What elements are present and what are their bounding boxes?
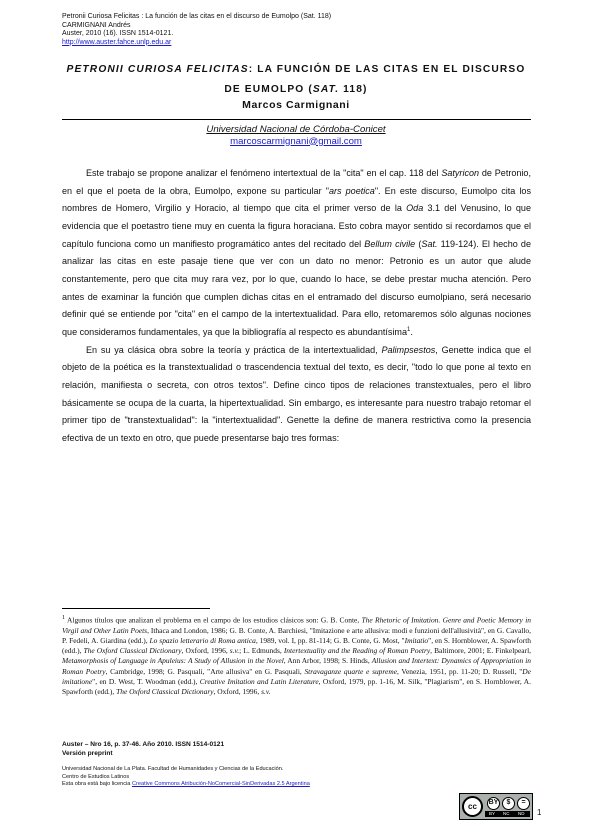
title-part-end: 118) — [339, 84, 368, 95]
paragraph-2 — [62, 342, 531, 448]
text-italic: Allusion and Intertext: Dynamics of Appropriation in Roman Poetry — [62, 656, 531, 676]
article-title — [62, 60, 530, 100]
text-run: de Petronio, en el que el poeta de la obra, Eumolpo, expone su particular " — [62, 168, 531, 196]
text-italic: Creative Imitation and Latin Literature — [199, 676, 319, 686]
license-prefix: Esta obra está bajo licencia — [62, 781, 132, 788]
institution-line-1: Universidad Nacional de La Plata. Facultad de Humanidades y Ciencias de la Educación. — [62, 766, 284, 772]
noderivatives-icon: = — [517, 797, 530, 810]
strip-nd-label: ND — [518, 811, 525, 816]
author-email-link[interactable]: marcoscarmignani@gmail.com — [230, 135, 362, 147]
footnote-number: 1 — [62, 614, 66, 621]
text-italic: ars poetica — [328, 185, 375, 196]
strip-nc-label: NC — [503, 811, 510, 816]
footnote-1 — [62, 613, 531, 697]
text-run: . — [410, 326, 413, 337]
text-run: , Ithaca and London, 1986; G. B. Conte, A. Barchiesi, "Imitazione e arte allusiva: modi e funzioni dell'allusività", en G. Cavallo, P. Fedeli, A. Giardina (edd.), — [62, 625, 532, 645]
text-italic: The Rhetoric of Imitation. Genre and Poetic Memory in Virgil and Other Latin Poets — [62, 615, 531, 635]
affiliation-institution: Universidad Nacional de Córdoba-Conicet — [206, 124, 386, 135]
institution-footer — [62, 766, 310, 789]
text-run: ; L. Edmunds, — [239, 646, 284, 656]
text-run: , Oxford, 1996, — [181, 646, 230, 656]
page-number: 1 — [537, 808, 542, 817]
text-run: 3.1 del Venusino, lo que evidencia que el poetastro tiene muy en cuenta la figura horaciana. Esto cobra mayor sentido si recordamos que el capítulo funciona como un manifiesto programático antes del recitado del — [62, 203, 531, 249]
text-italic: Intertextuality and the Reading of Roman Poetry — [283, 646, 431, 656]
institution-line-2: Centro de Estudios Latinos — [62, 773, 130, 780]
text-italic: The Oxford Classical Dictionary — [83, 646, 182, 656]
text-italic: Bellum civile — [364, 238, 416, 249]
header-url-link[interactable]: http://www.auster.fahce.unlp.edu.ar — [62, 38, 172, 46]
footnote-ref-1[interactable]: 1 — [407, 326, 411, 333]
text-run: Este trabajo se propone analizar el fenómeno intertextual de la "cita" en el cap. 118 del — [86, 168, 442, 178]
footnote-divider — [62, 608, 210, 609]
noncommercial-icon: $ — [502, 797, 515, 810]
text-italic: Oda — [406, 203, 424, 214]
text-run: 119-124). El hecho de analizar las citas en este pasaje tiene que ver con un dato no menor: Petronio es un autor que alude constantemente, pero que cita muy rara vez, por lo que, cuando lo hace, se debe prestar mucha atención. Pero antes de examinar la función que cumplen dichas citas en el entramado del discurso eumolpiano, será necesario definir qué se entiende por "cita" en el campo de la intertextualidad. Para ello, retomaremos sólo algunas nociones que consideramos fundamentales, ya que la bibliografía al respecto es abundantísima — [62, 238, 531, 337]
affiliation — [62, 124, 530, 147]
article-body — [62, 165, 531, 448]
title-part-sat: SAT. — [312, 84, 340, 95]
author-name: Marcos Carmignani — [242, 99, 350, 111]
journal-citation: Auster – Nro 16, p. 37-46. Año 2010. ISSN 1514-0121 — [62, 741, 225, 748]
text-italic: Satyricon — [441, 168, 480, 178]
text-italic: s.v. — [261, 686, 271, 696]
text-run: , Cambridge, 1998; G. Pasquali, "Arte allusiva" en G. Pasquali, — [105, 666, 305, 676]
text-run: ( — [415, 238, 422, 249]
text-run: , Ann Arbor, 1998; S. Hinds, — [283, 656, 372, 666]
title-divider — [62, 119, 531, 120]
text-italic: s.v. — [229, 646, 240, 656]
text-italic: Lo spazio letterario di Roma antica — [149, 635, 256, 645]
text-run: , Baltimore, 2001; E. Finkelpearl, — [430, 646, 531, 656]
text-run: , Oxford, 1996, — [213, 686, 262, 696]
journal-footer — [62, 741, 224, 758]
header-title-line: Petronii Curiosa Felicitas : La función de las citas en el discurso de Eumolpo (Sat. 118) — [62, 13, 332, 20]
license-link[interactable]: Creative Commons Atribución-NoComercial-SinDerivadas 2.5 Argentina — [131, 781, 310, 788]
text-italic: Stravaganze quarte e supreme — [304, 666, 397, 676]
text-run: En su ya clásica obra sobre la teoría y práctica de la intertextualidad, — [86, 344, 382, 355]
text-italic: Metamorphosis of Language in Apuleius: A Study of Allusion in the Novel — [62, 656, 284, 666]
text-italic: Sat. — [421, 238, 438, 249]
text-italic: Palimpsestos — [381, 344, 436, 355]
strip-by-label: BY — [489, 811, 496, 816]
text-run: ", en D. West, T. Woodman (edd.), — [92, 676, 200, 686]
text-italic: The Oxford Classical Dictionary — [116, 686, 214, 696]
by-attribution-icon: BY — [487, 797, 500, 810]
running-header — [62, 13, 331, 47]
text-run: , Oxford, 1979, pp. 1-16, M. Silk, "Plagiarism", en S. Hornblower, A. Spawforth (edd.), — [62, 676, 531, 696]
license-strip — [485, 811, 530, 817]
text-run: , Venezia, 1951, pp. 11-20; D. Russell, " — [397, 666, 523, 676]
paragraph-1 — [62, 165, 531, 342]
license-line — [62, 781, 310, 789]
version-label: Versión preprint — [62, 749, 113, 757]
title-part-main: : LA FUNCIÓN DE LAS CITAS EN EL DISCURSO DE EUMOLPO ( — [224, 64, 526, 95]
text-run: ", en S. Hornblower, A. Spawforth (edd.), — [62, 635, 532, 656]
header-issn-line: Auster, 2010 (16). ISSN 1514-0121. — [62, 30, 174, 38]
text-italic: De imitatione — [62, 666, 531, 686]
header-author-line: CARMIGNANI Andrés — [62, 21, 131, 29]
text-italic: Imitatio — [404, 635, 429, 645]
text-run: Algunos títulos que analizan el problema en el campo de los estudios clásicos son: G. B. Conte, — [65, 615, 362, 625]
text-run: , Genette indica que el objeto de la poética es la transtextualidad o trascendencia textual del texto, es decir, "todo lo que pone al texto en relación, manifiesta o secreta, con otros textos". Define cinco tipos de relaciones transtextuales, pero el libro básicamente se ocupa de la cuarta, la hipertextualidad. Sin embargo, es interesante para nuestro trabajo retomar el primer tipo de "transtextualidad": la "intertextualidad". Genette la define de manera restrictiva como la presencia efectiva de un texto en otro, que puede presentarse bajo tres formas: — [62, 344, 531, 443]
text-run: , 1989, vol. I, pp. 81-114; G. B. Conte, G. Most, " — [255, 635, 405, 645]
cc-license-badge[interactable] — [459, 793, 533, 820]
title-part-italic: PETRONII CURIOSA FELICITAS — [66, 64, 249, 75]
text-run: ". En este discurso, Eumolpo cita los nombres de Homero, Virgilio y Horacio, al tiempo que cita el primer verso de la — [62, 185, 531, 214]
cc-icon: cc — [462, 796, 483, 817]
